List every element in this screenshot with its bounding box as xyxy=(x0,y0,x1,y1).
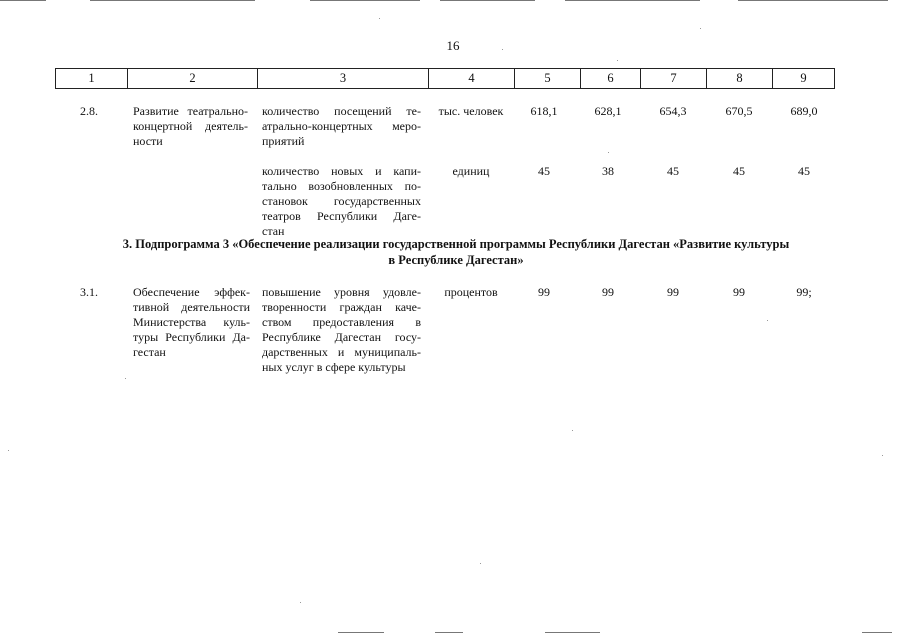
scan-speck xyxy=(882,455,883,456)
scan-speck xyxy=(502,49,503,50)
row-indicator-line: повышение уровня удовле- xyxy=(262,285,421,299)
row-indicator xyxy=(262,285,421,375)
row-indicator-line: приятий xyxy=(262,134,305,148)
scan-speck xyxy=(480,563,481,564)
subprogram-heading-line-1: 3. Подпрограмма 3 «Обеспечение реализации государственной программы Республики Дагестан «Развитие культуры xyxy=(122,237,790,251)
row-name-line: Обеспечение эффек- xyxy=(133,285,250,299)
row-name-line: концертной деятель- xyxy=(133,119,248,133)
scan-edge-line xyxy=(0,0,46,1)
row-value-col8: 99 xyxy=(733,285,745,299)
scan-speck xyxy=(8,450,9,451)
row-value-col7: 99 xyxy=(667,285,679,299)
row-name-line: туры Республики Да- xyxy=(133,330,250,344)
header-cell-2: 2 xyxy=(127,69,257,88)
row-indicator-line: ных услуг в сфере культуры xyxy=(262,360,406,374)
scan-edge-line xyxy=(90,0,255,1)
scan-speck xyxy=(767,320,768,321)
subprogram-heading-line-2: в Республике Дагестан» xyxy=(388,253,524,267)
row-indicator-line: дарственных и муниципаль- xyxy=(262,345,421,359)
scan-speck xyxy=(300,602,301,603)
row-indicator-line: тально возобновленных по- xyxy=(262,179,421,193)
row-value-col5: 618,1 xyxy=(530,104,558,118)
header-cell-6: 6 xyxy=(580,69,640,88)
row-indicator-line: Республике Дагестан госу- xyxy=(262,330,421,344)
scan-speck xyxy=(617,60,618,61)
row-value-col7: 45 xyxy=(667,164,679,178)
page-number: 16 xyxy=(446,38,460,53)
scan-edge-line xyxy=(862,632,892,633)
scan-edge-line xyxy=(738,0,888,1)
scan-edge-line xyxy=(565,0,700,1)
row-unit: тыс. человек xyxy=(438,104,504,118)
scan-speck xyxy=(572,430,573,431)
row-indicator-line: творенности граждан каче- xyxy=(262,300,421,314)
header-cell-4: 4 xyxy=(428,69,514,88)
row-indicator-line: количество новых и капи- xyxy=(262,164,421,178)
scan-speck xyxy=(700,28,701,29)
scan-speck xyxy=(379,18,380,19)
scan-speck xyxy=(125,378,126,379)
header-cell-9: 9 xyxy=(772,69,835,88)
row-name-line: Министерства куль- xyxy=(133,315,250,329)
scan-edge-line xyxy=(435,632,463,633)
header-cell-5: 5 xyxy=(514,69,580,88)
row-number: 3.1. xyxy=(80,285,98,299)
row-value-col5: 99 xyxy=(538,285,550,299)
row-name-line: Развитие театрально- xyxy=(133,104,248,118)
row-name-line: тивной деятельности xyxy=(133,300,250,314)
scan-speck xyxy=(608,152,609,153)
row-value-col9: 45 xyxy=(798,164,810,178)
row-unit: процентов xyxy=(444,285,498,299)
row-indicator-line: театров Республики Даге- xyxy=(262,209,421,223)
scan-edge-line xyxy=(440,0,535,1)
row-value-col6: 628,1 xyxy=(594,104,622,118)
row-value-col9: 99; xyxy=(796,285,812,299)
header-cell-7: 7 xyxy=(640,69,706,88)
row-value-col7: 654,3 xyxy=(659,104,687,118)
row-indicator-line: атрально-концертных меро- xyxy=(262,119,421,133)
row-indicator xyxy=(262,164,421,239)
row-indicator xyxy=(262,104,421,149)
row-value-col8: 670,5 xyxy=(725,104,753,118)
row-name-line: гестан xyxy=(133,345,166,359)
row-indicator-line: ством предоставления в xyxy=(262,315,421,329)
row-indicator-line: количество посещений те- xyxy=(262,104,421,118)
table-header-row xyxy=(55,68,835,89)
row-value-col6: 38 xyxy=(602,164,614,178)
row-value-col9: 689,0 xyxy=(790,104,818,118)
row-indicator-line: стан xyxy=(262,224,285,238)
row-unit: единиц xyxy=(452,164,490,178)
row-indicator-line: становок государственных xyxy=(262,194,421,208)
row-number: 2.8. xyxy=(80,104,98,118)
row-value-col5: 45 xyxy=(538,164,550,178)
header-cell-3: 3 xyxy=(257,69,428,88)
row-value-col6: 99 xyxy=(602,285,614,299)
row-name xyxy=(133,104,248,149)
header-cell-8: 8 xyxy=(706,69,772,88)
row-name-line: ности xyxy=(133,134,163,148)
scan-edge-line xyxy=(545,632,600,633)
row-value-col8: 45 xyxy=(733,164,745,178)
scan-edge-line xyxy=(338,632,384,633)
scan-edge-line xyxy=(310,0,420,1)
row-name xyxy=(133,285,250,360)
header-cell-1: 1 xyxy=(55,69,127,88)
subprogram-heading xyxy=(100,236,812,268)
